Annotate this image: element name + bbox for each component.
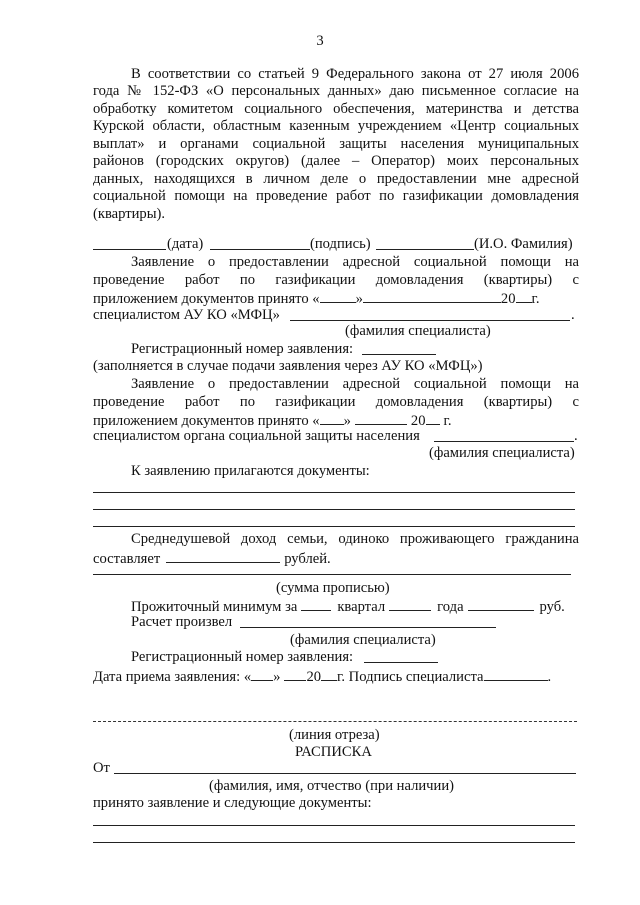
documents-line-1	[93, 492, 575, 493]
consent-line-7: данных, находящихся в личном деле о предоставлении мне адресной	[93, 171, 579, 187]
mfc-line-4-end: .	[571, 307, 575, 323]
income-calc-blank	[240, 627, 496, 628]
social-specialist-blank	[434, 441, 574, 442]
consent-line-5: выплат» и органами социальной защиты населения муниципальных	[93, 136, 579, 152]
mfc-specialist-blank	[290, 320, 570, 321]
mfc-line-4: специалистом АУ КО «МФЦ»	[93, 307, 280, 323]
income-date: Дата приема заявления: « » 20 г. Подпись специалиста .	[93, 669, 552, 685]
income-calc: Расчет произвел	[131, 614, 233, 630]
consent-line-1: В соответствии со статьей 9 Федерального закона от 27 июля 2006	[131, 66, 579, 82]
consent-line-8: социальной помощи на проведение работ по газификации домовладения	[93, 188, 579, 204]
consent-line-2: года № 152-ФЗ «О персональных данных» даю письменное согласие на	[93, 83, 579, 99]
mfc-line-1: Заявление о предоставлении адресной социальной помощи на	[131, 254, 579, 270]
income-reg-number: Регистрационный номер заявления:	[131, 649, 354, 665]
receipt-title: РАСПИСКА	[295, 744, 372, 760]
consent-line-3: обработку комитетом социального обеспечения, материнства и детства	[93, 101, 579, 117]
receipt-fio-caption: (фамилия, имя, отчество (при наличии)	[209, 778, 455, 794]
page-number: 3	[316, 33, 324, 49]
social-line-4: специалистом органа социальной защиты населения	[93, 428, 420, 444]
income-specialist-caption: (фамилия специалиста)	[290, 632, 436, 648]
consent-line-9: (квартиры).	[93, 206, 166, 222]
income-sum-caption: (сумма прописью)	[276, 580, 390, 596]
social-line-4-end: .	[574, 428, 578, 444]
receipt-docs-line-2	[93, 842, 575, 843]
social-line-3: приложением документов принято « » 20 г.	[93, 413, 452, 429]
income-sum-line	[93, 574, 571, 575]
social-specialist-caption: (фамилия специалиста)	[429, 445, 575, 461]
documents-line-3	[93, 526, 575, 527]
documents-line-2	[93, 509, 575, 510]
social-line-2: проведение работ по газификации домовладения (квартиры) с	[93, 394, 579, 410]
documents-label: К заявлению прилагаются документы:	[131, 463, 370, 479]
sign-caption: (подпись)	[310, 236, 371, 252]
income-line-2: составляет рублей.	[93, 551, 331, 567]
receipt-from: От	[93, 760, 110, 776]
mfc-reg-blank	[362, 354, 436, 355]
mfc-specialist-caption: (фамилия специалиста)	[345, 323, 491, 339]
income-reg-blank	[364, 662, 438, 663]
income-line-1: Среднедушевой доход семьи, одиноко проживающего гражданина	[131, 531, 579, 547]
consent-line-6: районов (городских округов) (далее – Оператор) моих персональных	[93, 153, 579, 169]
receipt-docs-line-1	[93, 825, 575, 826]
mfc-line-3: приложением документов принято « » 20 г.	[93, 291, 540, 307]
receipt-from-blank	[114, 773, 576, 774]
name-caption: (И.О. Фамилия)	[474, 236, 573, 252]
mfc-reg-number: Регистрационный номер заявления:	[131, 341, 354, 357]
sign-blank-2	[376, 249, 474, 250]
receipt-accepted: принято заявление и следующие документы:	[93, 795, 372, 811]
consent-line-4: Курской области, областным казенным учреждением «Центр социальных	[93, 118, 579, 134]
sign-blank-1	[210, 249, 310, 250]
cut-line	[93, 721, 577, 722]
mfc-line-2: проведение работ по газификации домовладения (квартиры) с	[93, 272, 579, 288]
mfc-note: (заполняется в случае подачи заявления через АУ КО «МФЦ»)	[93, 358, 483, 374]
social-line-1: Заявление о предоставлении адресной социальной помощи на	[131, 376, 579, 392]
income-minimum: Прожиточный минимум за квартал года руб.	[131, 599, 565, 615]
date-caption: (дата)	[167, 236, 204, 252]
cut-line-caption: (линия отреза)	[289, 727, 380, 743]
date-blank	[93, 249, 166, 250]
